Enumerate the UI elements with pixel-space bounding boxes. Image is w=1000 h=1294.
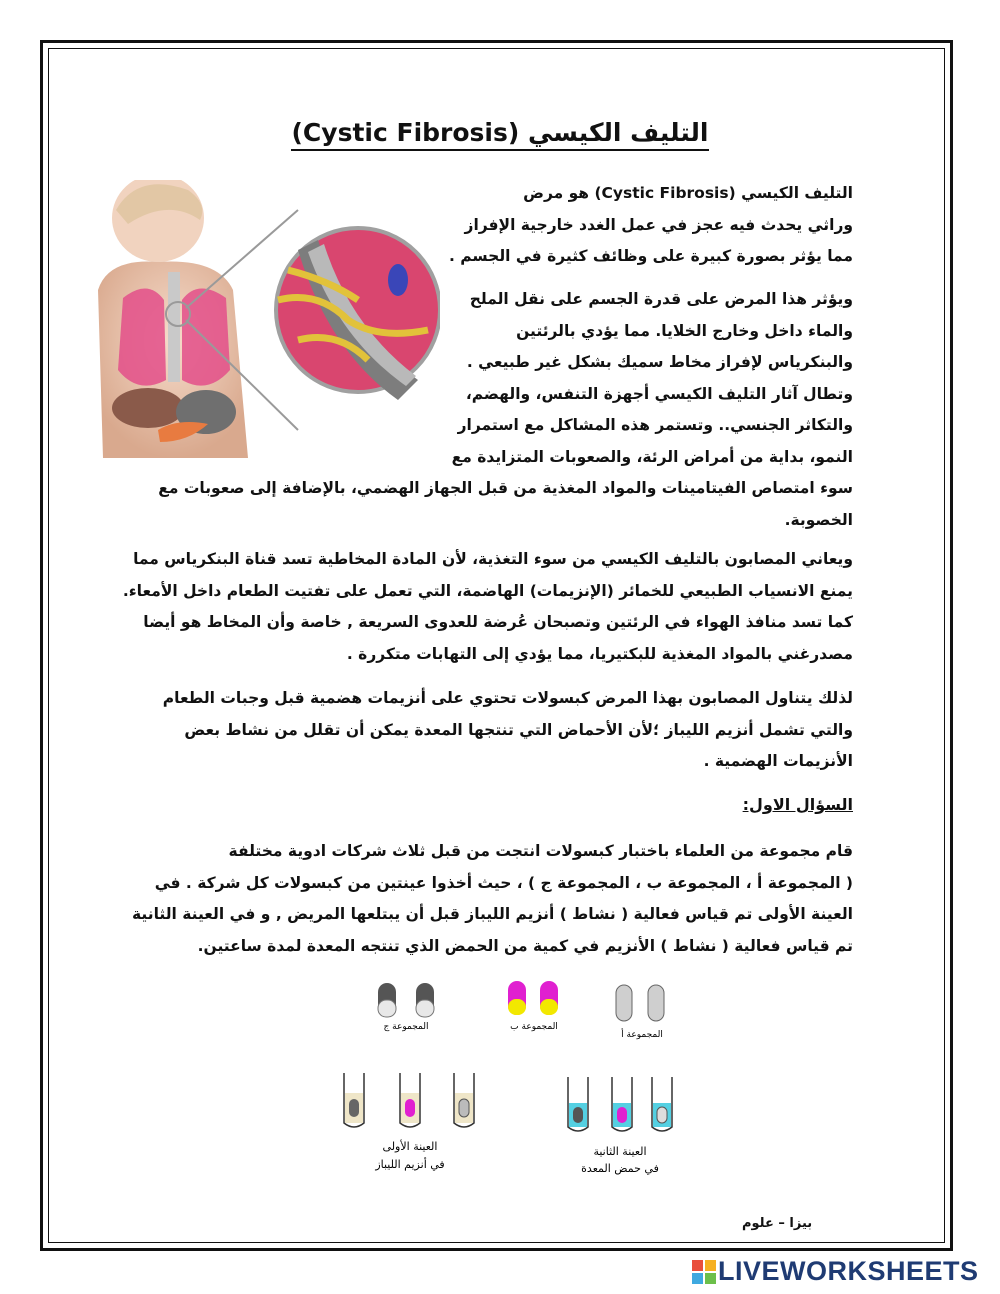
para3-line-4: مصدرغني بالمواد المغذية للبكتيريا، مما يؤدي إلى التهابات متكررة .: [346, 644, 853, 663]
group-c-capsules: [378, 983, 434, 1017]
para2-line-3: والبنكرياس لإفراز مخاط سميك بشكل غير طبيعي .: [466, 353, 853, 371]
para2-line-5: والتكاثر الجنسي.. وتستمر هذه المشاكل مع استمرار: [457, 416, 853, 434]
intro-paragraph: [449, 178, 853, 273]
lipase-capsule-1: [349, 1099, 359, 1117]
capsule-c-1-cap: [378, 1000, 396, 1017]
para2-line-8: الخصوبة.: [784, 510, 853, 529]
intro-line-2: وراثي يحدث فيه عجز في عمل الغدد خارجية الإفراز: [464, 215, 853, 234]
capsule-a-2: [648, 985, 664, 1021]
question-paragraph: [132, 836, 853, 962]
para3-line-1: ويعاني المصابون بالتليف الكيسي من سوء التغذية، لأن المادة المخاطية تسد قناة البنكرياس مما: [133, 550, 853, 568]
para2-line-1: ويؤثر هذا المرض على قدرة الجسم على نقل الملح: [469, 290, 853, 308]
para2-line-4: وتطال آثار التليف الكيسي أجهزة التنفس، والهضم،: [465, 384, 853, 403]
liveworksheets-logo-icon: [692, 1260, 716, 1284]
para2-line-7: سوء امتصاص الفيتامينات والمواد المغذية من قبل الجهاز الهضمي، بالإضافة إلى صعوبات مع: [158, 479, 853, 497]
question-line-2: ( المجموعة أ ، المجموعة ب ، المجموعة ج ) ، حيث أخذوا عينتين من كبسولات كل شركة . في: [154, 873, 853, 892]
page-title-text: التليف الكيسي (Cystic Fibrosis): [291, 118, 708, 151]
acid-capsule-1: [573, 1107, 583, 1123]
question-line-4: تم قياس فعالية ( نشاط ) الأنزيم في كمية من الحمض الذي تنتجه المعدة لمدة ساعتين.: [197, 936, 853, 955]
page-title: [0, 118, 1000, 147]
capsules-figure: [330, 975, 710, 1180]
acid-capsule-2: [617, 1107, 627, 1123]
para3-line-3: كما تسد منافذ الهواء في الرئتين وتصبحان عُرضة للعدوى السريعة , خاصة وأن المخاط هو أيضا: [143, 613, 853, 631]
question-line-3: العينة الأولى تم قياس فعالية ( نشاط ) أنزيم الليباز قبل أن يبتلعها المريض , و في العينة الثانية: [132, 905, 853, 923]
para4-line-1: لذلك يتناول المصابون بهذا المرض كبسولات تحتوي على أنزيمات هضمية قبل وجبات الطعام: [162, 689, 853, 707]
group-c-label: المجموعة ج: [383, 1022, 429, 1032]
group-b-capsules: [508, 981, 558, 1015]
capsule-b-1-cap: [508, 999, 526, 1015]
acid-capsule-3: [657, 1107, 667, 1123]
acid-tubes: [568, 1077, 672, 1131]
group-b-label: المجموعة ب: [510, 1022, 558, 1032]
group-a-capsules: [616, 985, 664, 1021]
footer-note: بيزا – علوم: [742, 1216, 813, 1231]
sample-2-label-line-2: في حمض المعدة: [581, 1162, 659, 1175]
para4-line-2: والتي تشمل أنزيم الليباز ؛لأن الأحماض التي تنتجها المعدة يمكن أن تقلل من نشاط بعض: [184, 720, 853, 739]
lipase-tubes: [344, 1073, 474, 1127]
paragraph-4: [163, 683, 853, 778]
paragraph-2: [158, 284, 853, 536]
capsule-b-2-cap: [540, 999, 558, 1015]
question-heading: السؤال الاول:: [742, 795, 853, 814]
capsule-a-1: [616, 985, 632, 1021]
capsule-c-2-cap: [416, 1000, 434, 1017]
intro-line-3: مما يؤثر بصورة كبيرة على وظائف كثيرة في الجسم .: [448, 247, 853, 265]
para4-line-3: الأنزيمات الهضمية .: [703, 752, 853, 770]
lipase-capsule-2: [405, 1099, 415, 1117]
group-a-label: المجموعة أ: [621, 1030, 663, 1040]
sample-2-label-line-1: العينة الثانية: [593, 1145, 647, 1158]
liveworksheets-brand[interactable]: LIVEWORKSHEETS: [718, 1256, 979, 1286]
lipase-capsule-3: [459, 1099, 469, 1117]
para2-line-6: النمو، بداية من أمراض الرئة، والصعوبات المتزايدة مع: [451, 447, 853, 466]
question-line-1: قام مجموعة من العلماء باختبار كبسولات انتجت من قبل ثلاث شركات ادوية مختلفة: [228, 842, 853, 860]
sample-1-label-line-2: في أنزيم الليباز: [375, 1158, 445, 1171]
sample-1-label-line-1: العينة الأولى: [382, 1140, 438, 1153]
para2-line-2: والماء داخل وخارج الخلايا. مما يؤدي بالرئتين: [516, 321, 853, 340]
paragraph-3: [123, 544, 853, 670]
para3-line-2: يمنع الانسياب الطبيعي للخمائر (الإنزيمات) الهاضمة، التي تعمل على تفتيت الطعام داخل الأمعاء.: [122, 581, 853, 600]
intro-line-1: التليف الكيسي (Cystic Fibrosis) هو مرض: [523, 184, 853, 202]
